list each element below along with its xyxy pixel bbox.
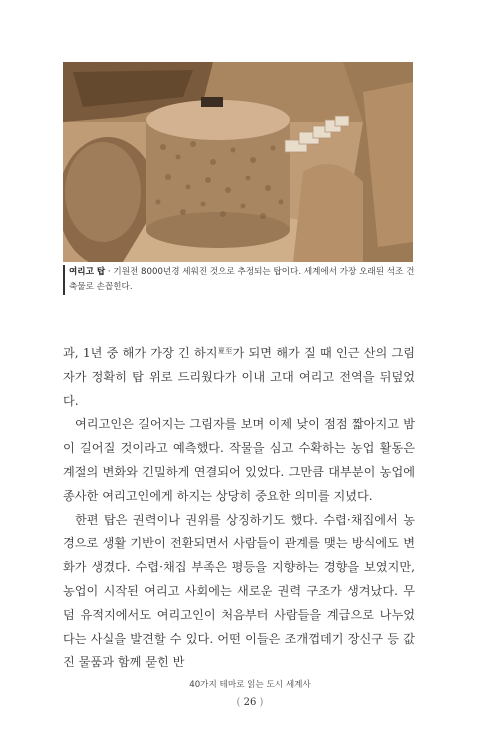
paragraph-1-end: 가 되면 해가 질 때 인근 산의 그림자가 정확히 탑 위로 드리웠다가 이내 고대 여리고 전역을 뒤덮었다. xyxy=(63,346,415,408)
paragraph-2: 여리고인은 길어지는 그림자를 보며 이제 낮이 점점 짧아지고 밤이 길어질 것이라고 예측했다. 작물을 심고 수확하는 농업 활동은 계절의 변화와 긴밀하게 연결되어 있었다. 그만큼 대부분이 농업에 종사한 여리고인에게 하지는 상당히 중요한 의미를 지녔다. xyxy=(63,417,415,503)
page-bracket-left: ( xyxy=(236,697,241,708)
running-footer-title: 40가지 테마로 읽는 도시 세계사 xyxy=(189,680,311,690)
paragraph-1 xyxy=(63,340,415,413)
hanja-annotation: 夏至 xyxy=(217,347,233,355)
photo-caption xyxy=(63,265,419,295)
page-number-value: 26 xyxy=(243,697,257,708)
paragraph-1-start: 과, 1년 중 해가 가장 긴 하지 xyxy=(63,346,218,360)
caption-title: 여리고 탑 xyxy=(69,267,106,277)
body-text xyxy=(63,340,415,675)
page-bracket-right: ) xyxy=(259,697,264,708)
paragraph-3: 한편 탑은 권력이나 권위를 상징하기도 했다. 수렵·채집에서 농경으로 생활 기반이 전환되면서 사람들이 관계를 맺는 방식에도 변화가 생겼다. 수렵·채집 부족은 평등을 지향하는 경향을 보였지만, 농업이 시작된 여리고 사회에는 새로운 권력 구조가 생겨났다. 무덤 유적지에서도 여리고인이 처음부터 사람들을 계급으로 나누었다는 사실을 발견할 수 있다. 어떤 이들은 조개껍데기 장신구 등 값진 물품과 함께 묻힌 반 xyxy=(63,512,415,670)
caption-text: · 기원전 8000년경 세워진 것으로 추정되는 탑이다. 세계에서 가장 오래된 석조 건축물로 손꼽힌다. xyxy=(69,267,415,292)
page-number xyxy=(0,697,500,708)
excavation-photo xyxy=(63,62,413,262)
